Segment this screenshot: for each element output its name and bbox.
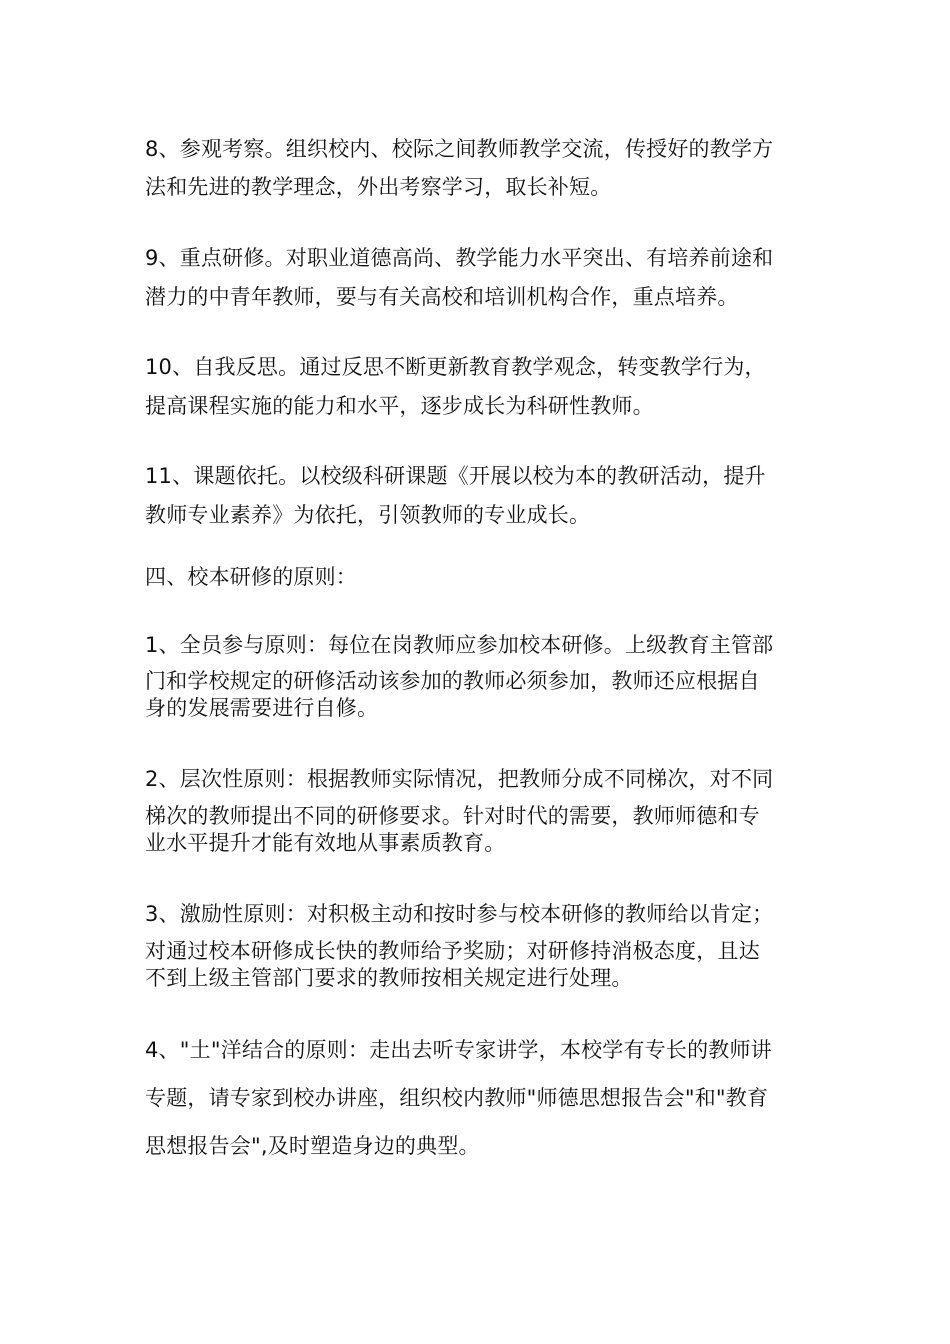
principle-1-line-3: 身的发展需要进行自修。	[145, 696, 379, 720]
principle-4-line-2: 专题，请专家到校办讲座，组织校内教师"师德思想报告会"和"教育	[145, 1086, 769, 1110]
principle-1-line-2: 门和学校规定的研修活动该参加的教师必须参加，教师还应根据自	[145, 669, 760, 693]
principle-2-line-3: 业水平提升才能有效地从事素质教育。	[145, 831, 506, 855]
principle-1-line-1: 1、全员参与原则：每位在岗教师应参加校本研修。上级教育主管部	[145, 633, 774, 657]
paragraph-8-line-2: 法和先进的教学理念，外出考察学习，取长补短。	[145, 175, 612, 199]
paragraph-11-line-1: 11、课题依托。以校级科研课题《开展以校为本的教研活动，提升	[145, 464, 766, 488]
paragraph-11-line-2: 教师专业素养》为依托，引领教师的专业成长。	[145, 503, 591, 527]
paragraph-9-line-2: 潜力的中青年教师，要与有关高校和培训机构合作，重点培养。	[145, 285, 739, 309]
principle-2-line-2: 梯次的教师提出不同的研修要求。针对时代的需要，教师师德和专	[145, 804, 760, 828]
paragraph-8-line-1: 8、参观考察。组织校内、校际之间教师教学交流，传授好的教学方	[145, 137, 774, 161]
principle-3-line-1: 3、激励性原则：对积极主动和按时参与校本研修的教师给以肯定；	[145, 902, 774, 926]
principle-4-line-3: 思想报告会",及时塑造身边的典型。	[145, 1134, 480, 1158]
principle-3-line-2: 对通过校本研修成长快的教师给予奖励；对研修持消极态度，且达	[145, 939, 760, 963]
paragraph-10-line-1: 10、自我反思。通过反思不断更新教育教学观念，转变教学行为，	[145, 355, 766, 379]
principle-2-line-1: 2、层次性原则：根据教师实际情况，把教师分成不同梯次，对不同	[145, 767, 774, 791]
principle-4-line-1: 4、"土"洋结合的原则：走出去听专家讲学，本校学有专长的教师讲	[145, 1038, 772, 1062]
paragraph-9-line-1: 9、重点研修。对职业道德高尚、教学能力水平突出、有培养前途和	[145, 246, 774, 270]
section-heading: 四、校本研修的原则：	[145, 565, 357, 589]
paragraph-10-line-2: 提高课程实施的能力和水平，逐步成长为科研性教师。	[145, 394, 654, 418]
principle-3-line-3: 不到上级主管部门要求的教师按相关规定进行处理。	[145, 966, 633, 990]
